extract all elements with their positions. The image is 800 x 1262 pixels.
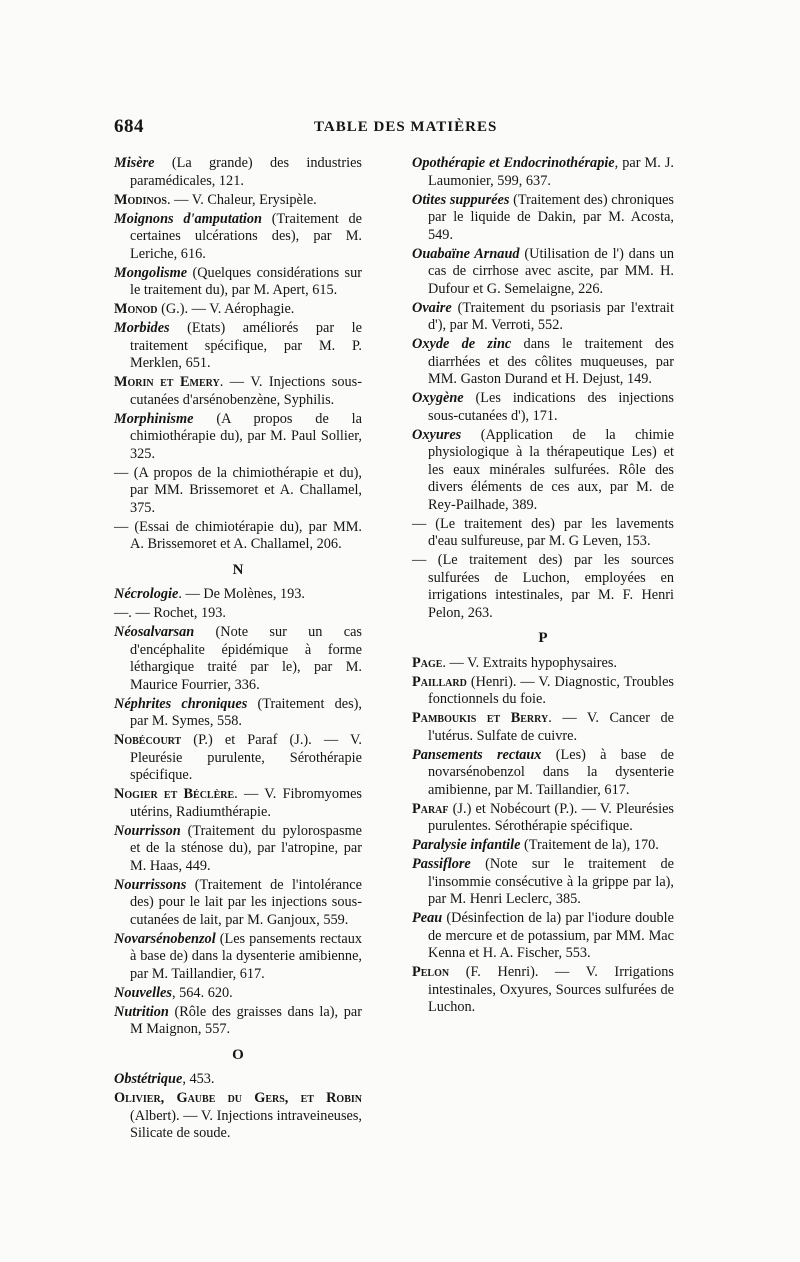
index-entry	[412, 747, 674, 800]
entry-term: Morin et Emery	[114, 374, 220, 390]
index-entry	[114, 1071, 362, 1089]
entry-term: Nouvelles	[114, 984, 172, 1001]
entry-text: (Henri). — V. Diagnostic, Troubles fonctionnels du foie.	[428, 673, 674, 707]
entry-term: Morbides	[114, 320, 170, 336]
index-entry	[412, 516, 674, 551]
entry-text: (Désinfection de la) par l'iodure double de mercure et de potassium, par MM. Mac Kenna et H. A. Fischer, 553.	[428, 910, 674, 961]
entry-text: . — V. Injections sous-cutanées d'arsénobenzène, Syphilis.	[130, 374, 362, 408]
entry-text: (P.) et Paraf (J.). — V. Pleurésie purulente, Sérothérapie spécifique.	[130, 732, 362, 783]
entry-text: , 564. 620.	[171, 984, 233, 1001]
index-entry	[114, 192, 362, 210]
entry-term: Oxyde de zinc	[412, 336, 512, 352]
left-column	[114, 155, 362, 1144]
entry-text: (A propos de la chimiothérapie et du), par MM. Brissemoret et A. Challamel, 375.	[128, 464, 362, 516]
entry-text: . — V. Chaleur, Erysipèle.	[166, 191, 317, 208]
page-header	[114, 116, 704, 140]
entry-text: (Traitement de certaines ulcérations des), par M. Leriche, 616.	[130, 210, 362, 262]
index-entry	[114, 732, 362, 785]
index-entry	[412, 300, 674, 335]
entry-term: Page	[412, 654, 443, 671]
index-entry	[412, 336, 674, 389]
index-entry	[412, 552, 674, 622]
entry-term: —	[114, 518, 129, 535]
entry-term: Morphinisme	[114, 410, 194, 427]
entry-term: Mongolisme	[114, 264, 188, 281]
entry-text: (Traitement des), par M. Symes, 558.	[130, 695, 362, 729]
entry-term: —	[412, 515, 427, 532]
entry-term: —	[114, 605, 129, 621]
entry-term: Oxyures	[412, 426, 462, 443]
entry-term: Paralysie infantile	[412, 837, 521, 853]
entry-term: Ouabaïne Arnaud	[412, 245, 520, 262]
entry-text: (Etats) améliorés par le traitement spécifique, par M. P. Merklen, 651.	[130, 320, 362, 371]
entry-term: Pansements rectaux	[412, 746, 542, 763]
index-entry	[412, 427, 674, 515]
entry-text: (La grande) des industries paramédicales, 121.	[130, 155, 362, 189]
index-entry	[114, 624, 362, 694]
index-entry	[114, 786, 362, 821]
section-letter: P	[538, 630, 548, 646]
entry-term: —	[412, 552, 427, 568]
entry-term: Olivier, Gaube du Gers, et Robin	[114, 1090, 362, 1106]
entry-text: (Les indications des injections sous-cutanées d'), 171.	[428, 390, 674, 424]
entry-term: Otites suppurées	[412, 191, 510, 208]
entry-text: (Traitement du pylorospasme et de la sténose du), par l'atropine, par M. Haas, 449.	[130, 822, 362, 874]
index-entry	[114, 696, 362, 731]
index-entry	[412, 856, 674, 909]
index-entry	[114, 320, 362, 373]
entry-text: (Quelques considérations sur le traitement du), par M. Apert, 615.	[130, 264, 362, 298]
entry-text: (J.) et Nobécourt (P.). — V. Pleurésies purulentes. Sérothérapie spécifique.	[428, 800, 674, 834]
entry-term: Ovaire	[412, 299, 452, 316]
entry-text: (Essai de chimiotérapie du), par MM. A. Brissemoret et A. Challamel, 206.	[128, 518, 362, 552]
entry-text: (Albert). — V. Injections intraveineuses, Silicate de soude.	[130, 1107, 362, 1141]
entry-text: . — V. Cancer de l'utérus. Sulfate de cuivre.	[428, 710, 674, 744]
index-entry	[412, 246, 674, 299]
page-number: 684	[114, 116, 144, 137]
index-entry	[114, 465, 362, 518]
entry-text: (Application de la chimie physiologique à la thérapeutique Les) et les eaux minérales sulfurées. Rôle des divers éléments de ces aux, par M. de Rey-Pailhade, 389.	[428, 426, 674, 513]
index-entry	[114, 155, 362, 190]
entry-term: Opothérapie et Endocrinothérapie	[412, 155, 615, 171]
entry-text: (Traitement de la), 170.	[520, 837, 659, 853]
entry-term: Obstétrique	[114, 1071, 183, 1087]
index-entry	[114, 411, 362, 464]
index-entry	[114, 931, 362, 984]
index-entry	[114, 301, 362, 319]
entry-term: Néphrites chroniques	[114, 695, 248, 712]
entry-term: Novarsénobenzol	[114, 930, 216, 947]
index-entry	[114, 985, 362, 1003]
entry-term: Oxygène	[412, 390, 464, 406]
entry-term: Nutrition	[114, 1003, 169, 1020]
index-entry	[114, 1004, 362, 1039]
index-entry	[114, 605, 362, 623]
index-entry	[114, 374, 362, 409]
entry-text: (F. Henri). — V. Irrigations intestinales, Oxyures, Sources sulfurées de Luchon.	[428, 964, 674, 1015]
entry-text: (Rôle des graisses dans la), par M Maignon, 557.	[130, 1003, 362, 1037]
entry-text: (Les) à base de novarsénobenzol dans la dysenterie amibienne, par M. Taillandier, 617.	[428, 746, 674, 798]
entry-text: (Les pansements rectaux à base de) dans la dysenterie amibienne, par M. Taillandier, 617.	[130, 930, 362, 982]
entry-term: Modinos	[114, 191, 167, 208]
index-entry	[412, 910, 674, 963]
index-entry	[114, 265, 362, 300]
entry-term: Nourrissons	[114, 876, 187, 893]
entry-text: . — V. Extraits hypophysaires.	[442, 654, 618, 671]
index-entry	[412, 192, 674, 245]
entry-text: (Note sur un cas d'encéphalite épidémique à forme léthargique traité par le), par M. Maurice Fourrier, 336.	[130, 624, 362, 693]
running-title: TABLE DES MATIÈRES	[314, 119, 498, 135]
right-column	[412, 155, 674, 1018]
entry-term: Nogier et Béclère	[114, 786, 235, 802]
entry-text: , 453.	[182, 1071, 215, 1087]
section-letter: N	[232, 561, 244, 578]
entry-text: (G.). — V. Aérophagie.	[157, 301, 295, 317]
index-entry	[412, 710, 674, 745]
index-entry	[412, 801, 674, 836]
entry-term: Paraf	[412, 800, 449, 817]
entry-text: , par M. J. Laumonier, 599, 637.	[428, 155, 674, 189]
index-entry	[114, 586, 362, 604]
index-entry	[114, 877, 362, 930]
entry-text: (Traitement du psoriasis par l'extrait d'), par M. Verroti, 552.	[428, 299, 674, 333]
entry-term: Paillard	[412, 673, 467, 690]
entry-text: (Note sur le traitement de l'insommie consécutive à la grippe par la), par M. Henri Leclerc, 385.	[428, 856, 674, 907]
entry-term: Passiflore	[412, 856, 471, 872]
index-entry	[114, 211, 362, 264]
entry-text: (A propos de la chimiothérapie du), par M. Paul Sollier, 325.	[130, 410, 362, 462]
entry-term: Misère	[114, 155, 155, 171]
entry-text: . — Rochet, 193.	[128, 605, 226, 621]
entry-text: (Traitement de l'intolérance des) pour le lait par les injections sous-cutanées de lait, par M. Ganjoux, 559.	[130, 876, 362, 928]
entry-text: (Traitement des) chroniques par le liquide de Dakin, par M. Acosta, 549.	[428, 191, 674, 243]
entry-term: Monod	[114, 301, 158, 317]
index-entry	[114, 1090, 362, 1143]
index-entry	[412, 964, 674, 1017]
entry-text: . — De Molènes, 193.	[178, 586, 305, 602]
section-letter: O	[232, 1046, 244, 1063]
entry-term: Nobécourt	[114, 732, 182, 748]
entry-term: Pelon	[412, 964, 450, 980]
entry-term: Moignons d'amputation	[114, 210, 263, 227]
entry-text: (Le traitement des) par les lavements d'eau sulfureuse, par M. G Leven, 153.	[426, 515, 674, 549]
entry-text: (Le traitement des) par les sources sulfurées de Luchon, employées en irrigations intestinales, par M. F. Henri Pelon, 263.	[426, 552, 674, 621]
index-entry	[114, 823, 362, 876]
entry-text: . — V. Fibromyomes utérins, Radiumthérapie.	[130, 786, 362, 820]
entry-text: dans le traitement des diarrhées et des côlites muqueuses, par MM. Gaston Durand et H. Dejust, 149.	[428, 336, 674, 387]
entry-term: —	[114, 464, 129, 481]
index-entry	[412, 837, 674, 855]
index-entry	[412, 155, 674, 190]
index-entry	[412, 390, 674, 425]
entry-text: (Utilisation de l') dans un cas de cirrhose avec ascite, par MM. H. Dufour et G. Semelaigne, 226.	[428, 245, 674, 297]
index-entry	[114, 519, 362, 554]
entry-term: Peau	[412, 910, 443, 926]
entry-term: Néosalvarsan	[114, 624, 195, 640]
entry-term: Pamboukis et Berry	[412, 710, 549, 726]
index-entry	[412, 655, 674, 673]
entry-term: Nécrologie	[114, 586, 179, 602]
index-entry	[412, 674, 674, 709]
entry-term: Nourrisson	[114, 822, 181, 839]
